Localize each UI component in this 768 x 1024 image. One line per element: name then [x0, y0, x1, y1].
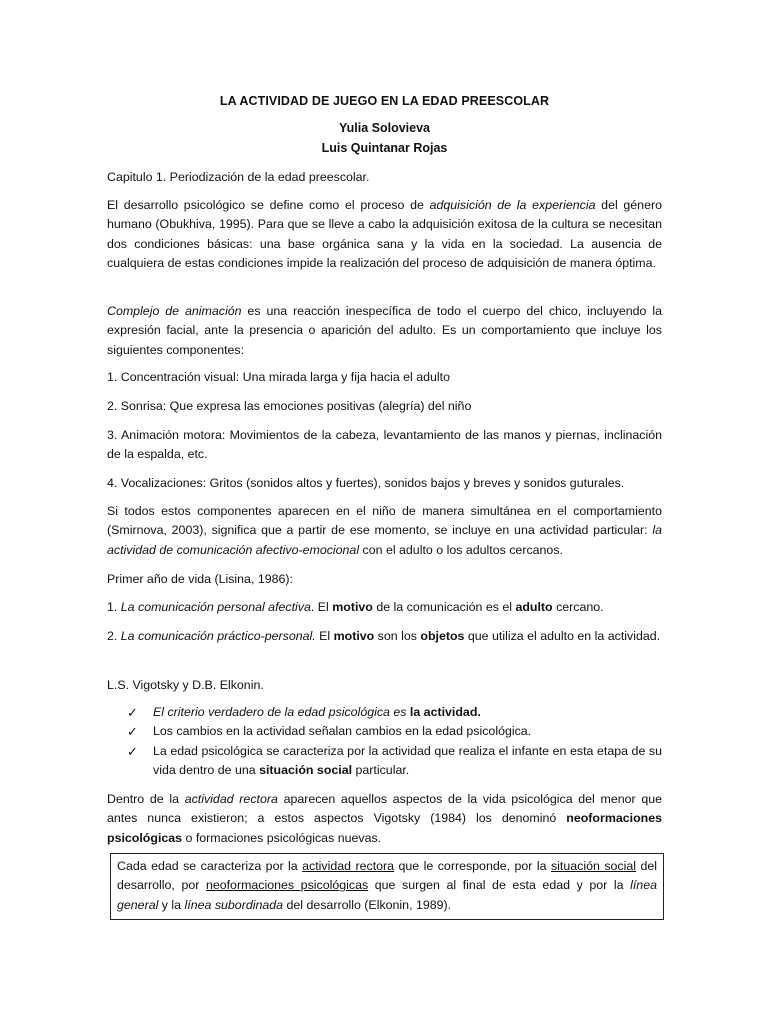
author-2: Luis Quintanar Rojas [321, 141, 448, 155]
text-run: con el adulto o los adultos cercanos. [359, 542, 563, 557]
communication-item-2 [107, 627, 662, 646]
text-run: Los cambios en la actividad señalan cambios en la edad psicológica. [153, 724, 532, 739]
text-run: El desarrollo psicológico se define como el proceso de [107, 198, 430, 212]
text-run: de la comunicación es el [372, 600, 516, 614]
text-run-italic: línea subordinada [184, 897, 284, 912]
paragraph-development [107, 196, 662, 274]
text-run: es una reacción inespecífica de todo el cuerpo del chico, incluyendo la expresión facial, ante la presencia o aparición del adulto. Es un comportamiento que incluye los siguientes componentes: [107, 304, 662, 357]
text-run: que utiliza el adulto en la actividad. [464, 629, 661, 643]
component-item: 1. Concentración visual: Una mirada larga y fija hacia el adulto [107, 370, 450, 384]
checklist [127, 703, 662, 781]
checkmark-icon: ✓ [127, 705, 138, 720]
checklist-item [127, 742, 662, 781]
text-run: que surgen al final de esta edad y por la [368, 878, 631, 893]
text-run: particular. [352, 763, 410, 778]
text-run-italic: línea general [117, 878, 657, 912]
text-run-italic: la actividad de comunicación afectivo-emocional [107, 523, 662, 557]
checkmark-icon: ✓ [127, 724, 138, 740]
text-run-bold: adulto [515, 600, 553, 614]
text-run-italic: actividad rectora [184, 792, 278, 806]
component-item: 3. Animación motora: Movimientos de la cabeza, levantamiento de las manos y piernas, inclinación de la espalda, etc. [107, 428, 662, 462]
text-run: y la [158, 897, 185, 912]
text-run-bold: motivo [333, 629, 375, 643]
text-run: del desarrollo, por [117, 859, 658, 893]
text-run: Dentro de la [107, 792, 185, 806]
text-run-italic: Complejo de animación [107, 304, 242, 318]
text-run-italic: La comunicación práctico-personal. [120, 629, 316, 643]
text-run: que le corresponde, por la [394, 859, 551, 873]
text-run: o formaciones psicológicas nuevas. [182, 830, 382, 845]
text-run-italic: La comunicación personal afectiva [120, 600, 311, 614]
summary-box [110, 853, 664, 920]
checklist-item [127, 722, 662, 741]
paragraph-leading-activity [107, 790, 662, 848]
paragraph-simultaneous [107, 502, 662, 560]
authors-reference: L.S. Vigotsky y D.B. Elkonin. [107, 678, 264, 692]
text-run: . El [310, 600, 333, 614]
text-run-underline: situación social [550, 859, 637, 873]
checkmark-icon: ✓ [127, 743, 138, 759]
text-run: Cada edad se caracteriza por la [117, 859, 303, 873]
text-run: del desarrollo (Elkonin, 1989). [283, 897, 452, 912]
component-item: 2. Sonrisa: Que expresa las emociones positivas (alegría) del niño [107, 399, 472, 413]
text-run-italic: El criterio verdadero de la edad psicológica es [153, 705, 410, 719]
text-run: El [315, 629, 334, 643]
text-run: 2. [107, 629, 121, 643]
text-run-bold: objetos [420, 629, 465, 643]
text-run: La edad psicológica se caracteriza por la actividad que realiza el infante en esta etapa de su vida dentro de una [153, 743, 662, 778]
text-run: 1. [107, 600, 121, 614]
text-run: del género humano (Obukhiva, 1995). Para que se lleve a cabo la adquisición exitosa de la cultura se necesitan dos condiciones básicas: una base orgánica sana y la vida en la sociedad. La ausencia de cualquiera de estas condiciones impide la realización del proceso de adquisición de manera óptima. [107, 198, 662, 271]
checklist-item [127, 703, 662, 722]
text-run-bold: la actividad. [409, 705, 481, 719]
text-run-bold: situación social [259, 763, 353, 778]
paragraph-animation-complex [107, 302, 662, 360]
text-run: Si todos estos componentes aparecen en el niño de manera simultánea en el comportamiento (Smirnova, 2003), significa que a partir de ese momento, se incluye en una actividad particular: [107, 504, 662, 538]
text-run-italic: adquisición de la experiencia [429, 198, 596, 212]
text-run: aparecen aquellos aspectos de la vida psicológica del menor que antes nunca existieron; a estos aspectos Vigotsky (1984) los denominó [107, 792, 662, 826]
text-run-underline: neoformaciones psicológicas [205, 878, 369, 893]
text-run-bold: motivo [332, 600, 373, 614]
author-1: Yulia Solovieva [338, 121, 430, 135]
component-item: 4. Vocalizaciones: Gritos (sonidos altos y fuertes), sonidos bajos y breves y sonidos guturales. [107, 476, 625, 490]
text-run: son los [374, 629, 421, 643]
document-title: LA ACTIVIDAD DE JUEGO EN LA EDAD PREESCOLAR [219, 94, 550, 108]
text-run-underline: actividad rectora [302, 859, 395, 873]
chapter-heading: Capitulo 1. Periodización de la edad preescolar. [107, 170, 370, 184]
text-run-bold: neoformaciones psicológicas [107, 811, 662, 845]
text-run: cercano. [552, 600, 604, 614]
communication-item-1 [107, 598, 662, 617]
first-year-heading: Primer año de vida (Lisina, 1986): [107, 572, 293, 586]
